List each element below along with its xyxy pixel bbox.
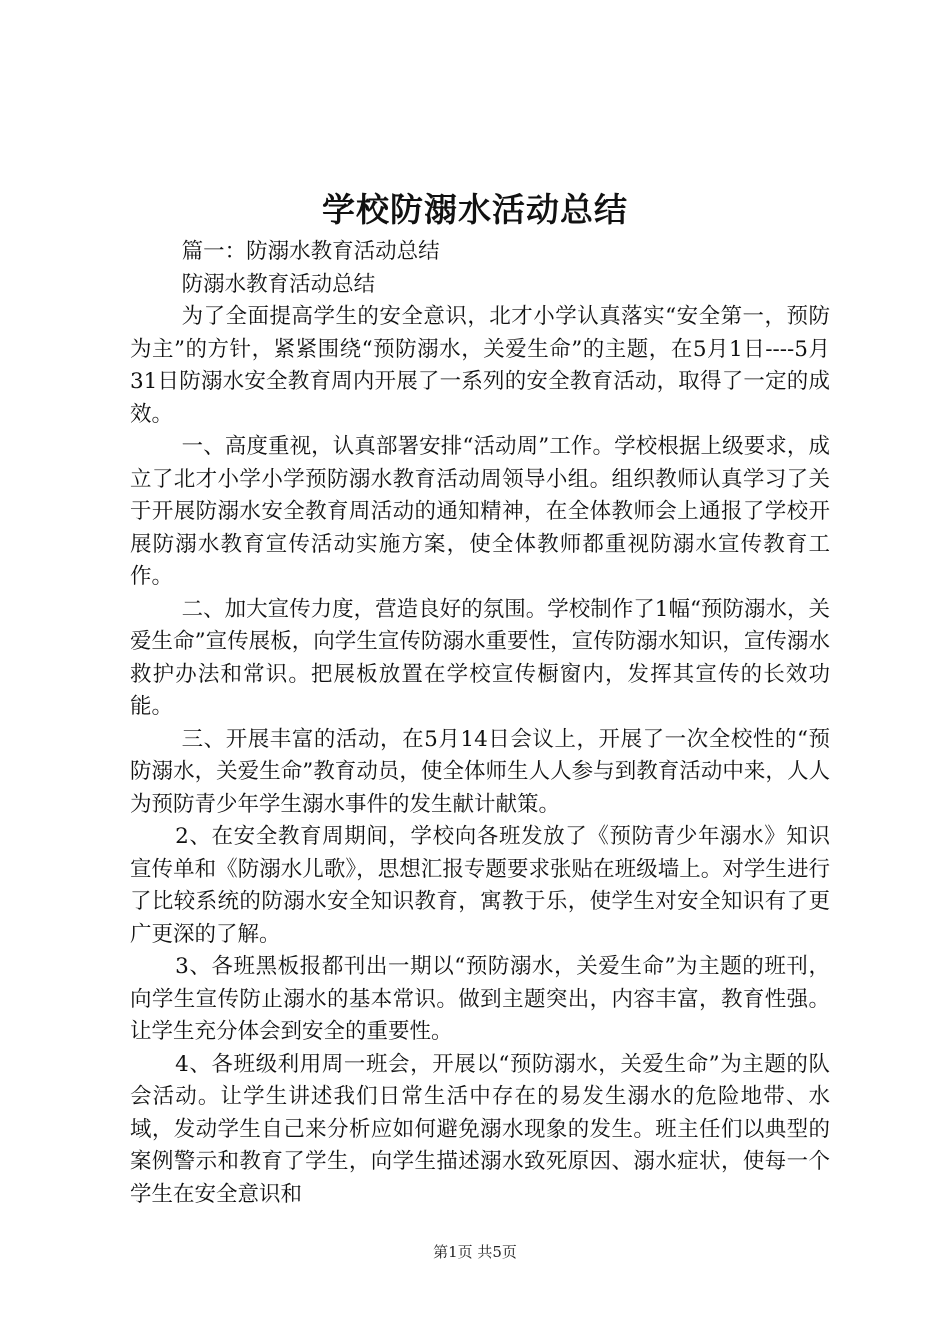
paragraph-point-2: 二、加大宣传力度，营造良好的氛围。学校制作了1幅“预防溺水，关爱生命”宣传展板，向学生宣传防溺水重要性，宣传防溺水知识，宣传溺水救护办法和常识。把展板放置在学校宣传橱窗内，发挥其宣传的长效功能。 — [130, 596, 830, 719]
subsection-heading: 防溺水教育活动总结 — [181, 271, 376, 297]
paragraph-intro: 为了全面提高学生的安全意识，北才小学认真落实“安全第一，预防为主”的方针，紧紧围绕“预防溺水，关爱生命”的主题，在5月1日----5月31日防溺水安全教育周内开展了一系列的安全教育活动，取得了一定的成效。 — [130, 304, 830, 427]
page-footer: 第1页 共5页 — [433, 1243, 517, 1261]
paragraph-item-4: 4、各班级利用周一班会，开展以“预防溺水，关爱生命”为主题的队会活动。让学生讲述我们日常生活中存在的易发生溺水的危险地带、水域，发动学生自己来分析应如何避免溺水现象的发生。班主任们以典型的案例警示和教育了学生，向学生描述溺水致死原因、溺水症状，使每一个学生在安全意识和 — [130, 1051, 830, 1207]
document-title: 学校防溺水活动总结 — [322, 190, 628, 229]
paragraph-item-2: 2、在安全教育周期间，学校向各班发放了《预防青少年溺水》知识宣传单和《防溺水儿歌》，思想汇报专题要求张贴在班级墙上。对学生进行了比较系统的防溺水安全知识教育，寓教于乐，使学生对安全知识有了更广更深的了解。 — [130, 824, 830, 947]
document-body — [130, 236, 830, 1211]
paragraph-point-1: 一、高度重视，认真部署安排“活动周”工作。学校根据上级要求，成立了北才小学小学预防溺水教育活动周领导小组。组织教师认真学习了关于开展防溺水安全教育周活动的通知精神，在全体教师会上通报了学校开展防溺水教育宣传活动实施方案，使全体教师都重视防溺水宣传教育工作。 — [130, 434, 830, 589]
paragraph-point-3: 三、开展丰富的活动，在5月14日会议上，开展了一次全校性的“预防溺水，关爱生命”教育动员，使全体师生人人参与到教育活动中来，人人为预防青少年学生溺水事件的发生献计献策。 — [130, 726, 830, 817]
section-heading: 篇一：防溺水教育活动总结 — [181, 239, 440, 264]
paragraph-item-3: 3、各班黑板报都刊出一期以“预防溺水，关爱生命”为主题的班刊，向学生宣传防止溺水的基本常识。做到主题突出，内容丰富，教育性强。让学生充分体会到安全的重要性。 — [130, 954, 830, 1044]
